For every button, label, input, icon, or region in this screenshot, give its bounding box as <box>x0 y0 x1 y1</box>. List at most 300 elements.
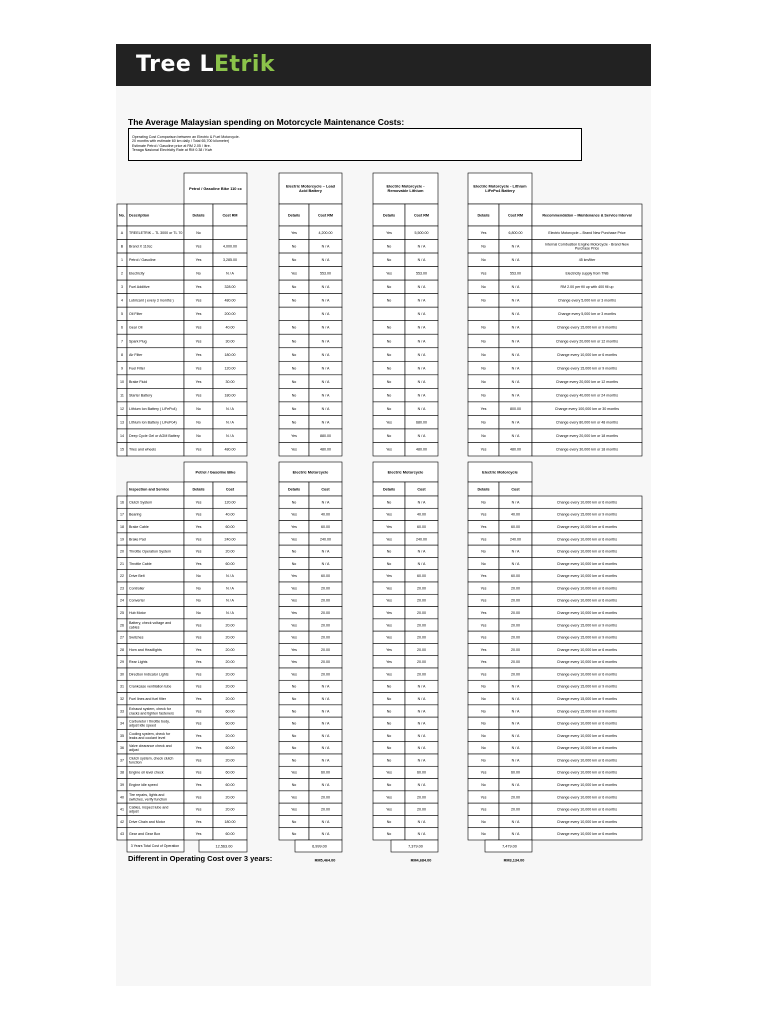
cell-details: No <box>481 366 486 371</box>
row-description: Gear and Gear Box <box>129 832 161 837</box>
table-cell <box>468 307 499 321</box>
row-recommendation: Change every 10,000 km or 6 months <box>556 832 618 837</box>
cell-cost: 40.00 <box>225 512 235 517</box>
cell-cost: N / A <box>417 379 426 384</box>
cell-details: Yes <box>195 635 202 640</box>
cell-cost: 3,285.00 <box>223 258 237 263</box>
cell-details: No <box>386 393 392 398</box>
row-number: 6 <box>121 325 123 330</box>
row-number: 2 <box>121 271 123 276</box>
row-recommendation: Change every 10,000 km or 6 months <box>556 782 618 787</box>
row-description: Controller <box>129 586 145 591</box>
row-description: Brake Fluid <box>129 379 148 384</box>
row-number: 42 <box>120 819 124 824</box>
cell-details: Yes <box>291 586 297 591</box>
cell-cost: N / A <box>417 758 426 763</box>
cell-cost: N / A <box>511 433 520 438</box>
header-text: Details <box>382 213 396 218</box>
row-description: Drive Chain and Motor <box>129 819 165 824</box>
row-recommendation: Change every 10,000 km or 6 months <box>556 733 618 738</box>
header-text: Details <box>287 213 301 218</box>
cell-details: Yes <box>291 447 297 452</box>
cell-details: No <box>481 298 486 303</box>
cell-cost: 180.00 <box>224 352 236 357</box>
row-number: 25 <box>120 610 124 615</box>
cell-cost: 553.00 <box>320 271 331 276</box>
cell-details: No <box>481 393 486 398</box>
cell-details: Yes <box>480 610 487 615</box>
cell-cost: 20.00 <box>225 647 235 652</box>
cell-details: Yes <box>480 231 487 236</box>
row-recommendation: Change every 10,000 km or 6 months <box>556 672 618 677</box>
cell-cost: N / A <box>511 709 520 714</box>
row-description: Deep Cycle Gel or AGM Battery <box>129 433 180 438</box>
row-description: Brake Cable <box>129 524 149 529</box>
row-number: 13 <box>120 420 124 425</box>
cell-cost: N / A <box>417 393 426 398</box>
row-description: Horn and Headlights <box>129 647 162 652</box>
cell-cost: N / A <box>321 782 330 787</box>
cell-cost: N / A <box>417 561 426 566</box>
cell-details: No <box>291 244 297 249</box>
cell-cost: N / A <box>417 298 426 303</box>
cell-cost: N / A <box>511 549 520 554</box>
cell-cost: N / A <box>417 244 426 249</box>
cell-details: Yes <box>386 271 392 276</box>
row-recommendation: Change every 10,000 km or 6 months <box>556 500 618 505</box>
cell-cost: N / A <box>511 782 520 787</box>
row-description: Bearing <box>129 512 142 517</box>
cell-details: Yes <box>386 672 392 677</box>
cell-details: Yes <box>195 339 202 344</box>
cell-details: Yes <box>195 537 202 542</box>
cell-cost: 20.00 <box>417 598 426 603</box>
cell-details: Yes <box>195 524 202 529</box>
cell-details: No <box>481 379 486 384</box>
cell-details: No <box>291 733 297 738</box>
cell-cost: N / A <box>417 339 426 344</box>
table-cell <box>279 307 309 321</box>
cell-details: No <box>481 420 486 425</box>
row-number: 11 <box>120 393 124 398</box>
cell-cost: 553.00 <box>510 271 521 276</box>
cell-details: No <box>386 832 392 837</box>
row-number: 37 <box>120 758 124 763</box>
row-description: Engine idle speed <box>129 782 158 787</box>
row-recommendation: RM 2.00 per fill up with 400 fill up <box>560 285 614 290</box>
row-number: 40 <box>120 795 124 800</box>
cell-details: Yes <box>480 524 487 529</box>
row-number: 1 <box>121 258 123 263</box>
cell-details: Yes <box>195 782 202 787</box>
total-value: 7,479.00 <box>502 844 517 849</box>
cell-cost: N / A <box>321 285 330 290</box>
cell-details: No <box>481 721 486 726</box>
cell-cost: 20.00 <box>417 807 426 812</box>
cell-cost: N / A <box>321 420 330 425</box>
cell-cost: 20.00 <box>511 660 520 665</box>
cell-details: No <box>386 819 392 824</box>
cell-details: Yes <box>480 795 487 800</box>
cell-cost: 200.00 <box>224 312 236 317</box>
row-number: 34 <box>120 721 124 726</box>
row-number: 28 <box>120 647 124 652</box>
row-recommendation: Change every 10,000 km or 6 months <box>556 746 618 751</box>
cell-details: Yes <box>480 574 487 579</box>
row-description: Battery, check voltage and <box>129 621 172 626</box>
row-recommendation: Change every 15,000 km or 9 months <box>556 684 618 689</box>
row-description: Fuel lines and fuel filter <box>129 696 166 701</box>
row-recommendation: Change every 10,000 km or 6 months <box>556 770 618 775</box>
cell-cost: N / A <box>511 393 520 398</box>
row-recommendation: Change every 10,000 km or 6 months <box>556 561 618 566</box>
cell-details: No <box>291 549 297 554</box>
cell-cost: N / A <box>417 721 426 726</box>
cell-details: Yes <box>386 770 392 775</box>
cell-cost: N / A <box>417 352 426 357</box>
cell-details: No <box>196 598 201 603</box>
row-description: Brake Pad <box>129 537 146 542</box>
cell-cost: 180.00 <box>224 393 236 398</box>
cell-cost: 20.00 <box>417 623 426 628</box>
cell-cost: 20.00 <box>511 647 520 652</box>
cell-details: Yes <box>195 258 202 263</box>
cell-details: Yes <box>480 647 487 652</box>
cell-details: Yes <box>480 586 487 591</box>
cell-cost: N / A <box>417 684 426 689</box>
cell-cost: N / A <box>321 312 330 317</box>
row-recommendation: Change every 20,000 km or 12 months <box>555 339 619 344</box>
cell-cost: 20.00 <box>225 807 235 812</box>
cell-details: Yes <box>195 807 202 812</box>
cell-cost: 20.00 <box>511 672 520 677</box>
cell-details: Yes <box>195 770 202 775</box>
cell-cost: 20.00 <box>225 635 235 640</box>
header-text: Details <box>477 487 490 492</box>
group-header-text: Electric Motorcycle <box>387 469 424 475</box>
row-recommendation: Change every 100,000 km or 30 months <box>554 406 620 411</box>
row-description: adjust idle speed <box>129 723 156 728</box>
cell-details: Yes <box>195 647 202 652</box>
cell-details: Yes <box>195 379 202 384</box>
row-recommendation: Change every 10,000 km or 6 months <box>556 549 618 554</box>
cell-details: Yes <box>386 512 392 517</box>
cell-details: Yes <box>386 598 392 603</box>
cell-cost: N / A <box>511 312 520 317</box>
row-number: 43 <box>120 832 124 837</box>
difference-label: Different in Operating Cost over 3 years: <box>128 854 273 863</box>
cell-cost: N / A <box>226 610 234 615</box>
header-text: Cost RM <box>414 213 429 218</box>
row-number: 41 <box>120 807 124 812</box>
cell-details: No <box>291 339 297 344</box>
row-description: Spark Plug <box>129 339 147 344</box>
group-header-text: Electric Motorcycle - Lithium <box>473 183 527 189</box>
cell-cost: 20.00 <box>511 610 520 615</box>
cell-cost: 20.00 <box>225 660 235 665</box>
header-text: Recommendation – Maintenance & Service Interval <box>542 213 632 218</box>
total-value: 7,379.00 <box>408 844 423 849</box>
cell-details: No <box>196 574 201 579</box>
cell-cost: N / A <box>321 366 330 371</box>
row-description: Lubricant ( every 3 months ) <box>129 298 174 303</box>
cell-details: Yes <box>195 733 202 738</box>
row-number: 38 <box>120 770 124 775</box>
page-title: The Average Malaysian spending on Motorcycle Maintenance Costs: <box>128 117 405 127</box>
cell-details: Yes <box>386 447 392 452</box>
cell-cost: N / A <box>511 684 520 689</box>
row-recommendation: Purchase Price <box>574 246 600 251</box>
cell-details: Yes <box>195 549 202 554</box>
row-description: Valve clearance check and <box>129 744 172 749</box>
row-recommendation: Change every 15,000 km or 9 months <box>556 366 618 371</box>
cell-details: Yes <box>386 647 392 652</box>
cell-cost: 20.00 <box>417 660 426 665</box>
cell-details: Yes <box>195 672 202 677</box>
cell-details: No <box>291 696 297 701</box>
cell-details: No <box>386 561 392 566</box>
cell-details: Yes <box>386 574 392 579</box>
cell-cost: 240.00 <box>510 537 521 542</box>
row-number: 19 <box>120 537 124 542</box>
row-recommendation: Change every 15,000 km or 9 months <box>556 709 618 714</box>
cell-details: Yes <box>195 696 202 701</box>
row-description: Tire repairs, lights and <box>129 793 165 798</box>
cell-details: No <box>291 500 297 505</box>
row-recommendation: Change every 5,000 km or 3 months <box>557 312 617 317</box>
cell-details: No <box>291 758 297 763</box>
info-line: Estimate Petrol / Gasoline price at RM 2.05 / litre. <box>132 143 211 148</box>
row-description: Cooling system, check for <box>129 731 171 736</box>
cell-details: Yes <box>291 647 297 652</box>
cell-cost: 20.00 <box>417 586 426 591</box>
cell-cost: N / A <box>321 244 330 249</box>
cell-details: Yes <box>195 352 202 357</box>
cell-cost: 20.00 <box>511 598 520 603</box>
cell-cost: N / A <box>321 379 330 384</box>
row-number: 35 <box>120 733 124 738</box>
row-description: Drive Belt <box>129 574 145 579</box>
cell-details: Yes <box>291 271 297 276</box>
cell-details: Yes <box>195 244 202 249</box>
cell-cost: 480.00 <box>510 447 521 452</box>
cell-details: No <box>481 325 486 330</box>
cell-details: No <box>386 549 392 554</box>
cell-cost: 120.00 <box>224 366 236 371</box>
cell-details: No <box>291 366 297 371</box>
cell-cost: 60.00 <box>511 770 520 775</box>
cell-details: Yes <box>195 746 202 751</box>
cell-details: No <box>291 832 297 837</box>
cell-details: Yes <box>195 561 202 566</box>
cell-details: Yes <box>195 285 202 290</box>
cell-details: Yes <box>195 500 202 505</box>
cell-cost: 20.00 <box>417 647 426 652</box>
cell-cost: 480.00 <box>416 447 427 452</box>
cell-cost: 4,200.00 <box>318 231 333 236</box>
cell-details: No <box>481 746 486 751</box>
row-description: Hub Motor <box>129 610 146 615</box>
row-description: Throttle Cable <box>129 561 152 566</box>
header-text: Details <box>287 487 301 492</box>
row-recommendation: Change every 10,000 km or 6 months <box>556 598 618 603</box>
cell-details: Yes <box>195 393 202 398</box>
header-text: Cost RM <box>508 213 523 218</box>
row-recommendation: Change every 10,000 km or 6 months <box>556 819 618 824</box>
cell-cost: N / A <box>511 696 520 701</box>
row-number: 7 <box>121 339 123 344</box>
cell-cost: 20.00 <box>225 758 235 763</box>
cell-details: Yes <box>195 366 202 371</box>
row-recommendation: Electricity supply from TNB <box>565 271 609 276</box>
cell-cost: N / A <box>321 393 330 398</box>
cell-details: Yes <box>195 758 202 763</box>
row-description: Converter <box>129 598 145 603</box>
cell-details: Yes <box>195 832 202 837</box>
cell-cost: 60.00 <box>321 770 330 775</box>
cell-details: Yes <box>386 807 392 812</box>
row-recommendation: Change every 10,000 km or 6 months <box>556 586 618 591</box>
cell-details: Yes <box>195 819 202 824</box>
cell-cost: 20.00 <box>321 807 330 812</box>
row-recommendation: 45 km/liter <box>578 258 596 263</box>
cell-details: Yes <box>480 512 487 517</box>
row-description: Direction Indicator Lights <box>129 672 169 677</box>
row-number: 21 <box>120 561 124 566</box>
cell-details: No <box>196 610 201 615</box>
logo-text-1: Tree L <box>136 52 214 77</box>
cell-cost: 180.00 <box>224 819 236 824</box>
row-description: Exhaust system, check for <box>129 707 171 712</box>
cell-details: No <box>481 561 486 566</box>
cell-cost: 20.00 <box>321 647 330 652</box>
row-number: 27 <box>120 635 124 640</box>
cell-details: Yes <box>386 610 392 615</box>
cell-details: No <box>481 258 486 263</box>
cell-details: No <box>386 733 392 738</box>
group-header-text: Petrol / Gasoline Bike <box>195 469 236 475</box>
cell-details: Yes <box>291 524 297 529</box>
cell-cost: N / A <box>321 352 330 357</box>
cell-details: Yes <box>480 635 487 640</box>
cell-details: Yes <box>195 721 202 726</box>
row-recommendation: Change every 20,000 km or 18 months <box>555 433 619 438</box>
row-recommendation: Change every 10,000 km or 6 months <box>556 574 618 579</box>
cell-cost: N / A <box>417 733 426 738</box>
cell-cost: N / A <box>321 339 330 344</box>
cell-details: Yes <box>386 420 392 425</box>
cell-cost: 20.00 <box>417 635 426 640</box>
cell-details: No <box>481 758 486 763</box>
cell-details: Yes <box>291 574 297 579</box>
header-text: Inspection and Service <box>129 487 170 492</box>
row-number: 14 <box>120 433 124 438</box>
cell-details: No <box>481 782 486 787</box>
cell-cost: N / A <box>417 549 426 554</box>
cell-cost: 20.00 <box>417 795 426 800</box>
row-description: Starter Battery <box>129 393 153 398</box>
cell-details: No <box>481 832 486 837</box>
cell-details: Yes <box>386 231 392 236</box>
cell-details: No <box>386 352 392 357</box>
row-number: 20 <box>120 549 124 554</box>
row-recommendation: Change every 30,000 km or 18 months <box>555 447 619 452</box>
row-description: switches, verify function <box>129 797 167 802</box>
total-label: 3 Years Total Cost of Operation <box>130 844 180 849</box>
row-recommendation: Change every 15,000 km or 9 months <box>556 512 618 517</box>
row-description: Oil Filter <box>129 312 143 317</box>
cell-cost: N / A <box>417 696 426 701</box>
cell-cost: N / A <box>417 312 426 317</box>
total-value: 6,999.00 <box>312 844 327 849</box>
row-recommendation: Change every 10,000 km or 6 months <box>556 807 618 812</box>
header-text: Description <box>129 213 150 218</box>
cell-cost: 240.00 <box>416 537 427 542</box>
cell-details: No <box>386 500 392 505</box>
row-recommendation: Change every 10,000 km or 6 months <box>556 647 618 652</box>
row-number: 17 <box>120 512 124 517</box>
cell-details: Yes <box>195 795 202 800</box>
cell-cost: N / A <box>321 733 330 738</box>
cell-cost: 328.00 <box>224 285 236 290</box>
row-recommendation: Change every 15,000 km or 9 months <box>556 696 618 701</box>
cell-details: No <box>386 298 392 303</box>
cell-cost: N / A <box>226 433 234 438</box>
cell-details: Yes <box>386 537 392 542</box>
row-number: 23 <box>120 586 124 591</box>
difference-value: RM5,464.00 <box>314 858 336 863</box>
cell-cost: N / A <box>417 285 426 290</box>
cell-cost: 60.00 <box>225 524 235 529</box>
cell-details: Yes <box>195 623 202 628</box>
cell-details: No <box>291 393 297 398</box>
cell-cost: 40.00 <box>321 512 330 517</box>
cell-details: Yes <box>195 312 202 317</box>
cell-cost: N / A <box>417 709 426 714</box>
cell-cost: N / A <box>226 406 234 411</box>
cell-details: Yes <box>195 660 202 665</box>
row-recommendation: Electric Motorcycle – Brand New Purchase Price <box>548 231 626 236</box>
row-description: Brand X 110cc <box>129 244 153 249</box>
row-recommendation: Change every 10,000 km or 6 months <box>556 524 618 529</box>
cell-details: Yes <box>480 271 487 276</box>
row-recommendation: Change every 15,000 km or 9 months <box>556 325 618 330</box>
cell-details: Yes <box>480 406 487 411</box>
cell-cost: 20.00 <box>225 549 235 554</box>
cell-cost: N / A <box>321 406 330 411</box>
cell-cost: 20.00 <box>511 623 520 628</box>
row-description: function <box>129 760 142 765</box>
cell-details: Yes <box>291 537 297 542</box>
row-recommendation: Change every 10,000 km or 6 months <box>556 721 618 726</box>
group-header-text: Petrol / Gasoline Bike 110 cc <box>189 185 242 191</box>
cell-cost: N / A <box>511 285 520 290</box>
group-header-text: Electric Motorcycle - <box>386 183 425 189</box>
cell-details: No <box>386 709 392 714</box>
cell-cost: 60.00 <box>225 782 235 787</box>
row-recommendation: Change every 10,000 km or 6 months <box>556 758 618 763</box>
cell-cost: 680.00 <box>416 420 427 425</box>
cell-details: No <box>386 782 392 787</box>
cell-details: No <box>196 433 201 438</box>
row-description: Engine oil level check <box>129 770 164 775</box>
cell-details: No <box>291 721 297 726</box>
cell-cost: N / A <box>511 366 520 371</box>
group-header-text: Removable Lithium <box>387 188 424 194</box>
cell-cost: 60.00 <box>321 524 330 529</box>
group-header-text: Electric Motorcycle <box>482 469 518 475</box>
cell-details: Yes <box>480 660 487 665</box>
